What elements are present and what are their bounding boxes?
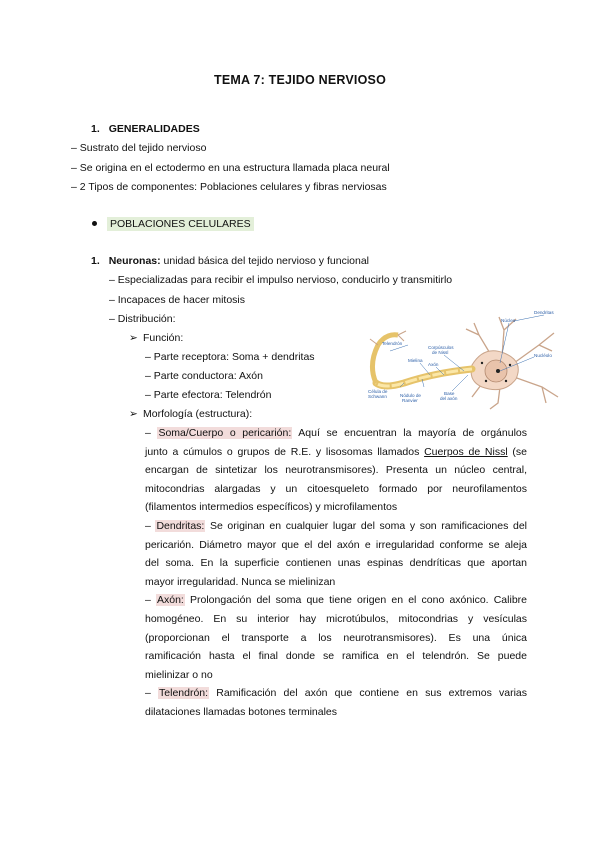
list-item: – Incapaces de hacer mitosis [109,294,245,306]
axon-term: Axón: [157,594,184,607]
label-axon: Axón [428,362,439,367]
morfologia-label: Morfología (estructura): [143,408,253,420]
morfologia-body [145,424,527,722]
neuronas-number: 1. [91,255,100,267]
arrow-bullet-icon: ➢ [129,408,138,420]
label-dendritas: Dendritas [534,310,554,315]
label-corpusculos: Corpúsculos [428,345,454,350]
label-nucleo: Núcleo [501,318,516,323]
highlighted-heading: POBLACIONES CELULARES [107,217,254,231]
paragraph-axon: – Axón: Prolongación del soma que tiene origen en el cono axónico. Calibre homogéneo. En su interior hay microtúbulos, mitocondrias y vesículas (proporcionan el transporte a los neurotransmisores). Es una única ramificación hasta el final donde se ramifica en el telendrón. Se puede mielinizar o no [145,594,527,681]
label-nucleolo: Nucléolo [534,353,552,358]
page-title: TEMA 7: TEJIDO NERVIOSO [214,73,386,87]
funcion-label: Función: [143,332,184,344]
label-mielina: Mielina [408,358,423,363]
dendritas-term: Dendritas: [156,519,205,532]
arrow-bullet-icon: ➢ [129,332,138,344]
label-de-nissl: de Nissl [432,350,449,355]
label-celula-de: Célula de [368,389,388,394]
morfologia-heading [129,407,252,421]
label-ranvier: Ranvier [402,398,418,403]
label-base: Base [444,391,455,396]
list-item: – Se origina en el ectodermo en una estructura llamada placa neural [71,162,390,174]
nissl-link-text: Cuerpos de Nissl [424,445,508,458]
bullet-dot-icon [92,221,97,226]
nucleolus-graphic [496,369,500,373]
paragraph-dendritas: – Dendritas: Se originan en cualquier lugar del soma y son ramificaciones del pericarión. Diámetro mayor que el del axón e irregularidad conforme se aleja del soma. En la superficie contienen unas espinas dendríticas que aportan mayor irregularidad. Nunca se mielinizan [145,519,527,588]
list-item: – Parte efectora: Telendrón [145,389,272,401]
list-item: – Especializadas para recibir el impulso nervioso, conducirlo y transmitirlo [109,274,453,286]
section-heading-generalidades [91,122,200,136]
paragraph-telendron: – Telendrón: Ramificación del axón que contiene en sus extremos varias dilataciones llamadas botones terminales [145,687,528,718]
list-item: – 2 Tipos de componentes: Poblaciones celulares y fibras nerviosas [71,181,387,193]
section-number: 1. [91,123,100,135]
list-item: – Parte conductora: Axón [145,370,263,382]
neuronas-heading [91,254,369,268]
label-schwann: Schwann [368,394,387,399]
telendron-term: Telendrón: [159,687,209,700]
funcion-heading [129,331,183,345]
label-telendron: Telendrón [382,341,403,346]
neuronas-term: Neuronas: [108,255,161,267]
label-del-axon: del axón [440,396,458,401]
list-item: – Distribución: [109,313,176,325]
neuron-diagram [364,305,564,410]
list-item: – Parte receptora: Soma + dendritas [145,351,315,363]
neuronas-definition: unidad básica del tejido nervioso y funcional [160,255,370,267]
section-heading-poblaciones [92,217,254,231]
label-nodulo-de: Nódulo de [400,393,421,398]
list-item: – Sustrato del tejido nervioso [71,142,207,154]
paragraph-soma: – Soma/Cuerpo o pericarión: Aquí se encuentran la mayoría de orgánulos junto a cúmulos o grupos de R.E. y lisosomas llamados Cuerpos de Nissl (se encargan de sintetizar los neurotransmisores). Presenta un núcleo central, mitocondrias alargadas y un citoesqueleto formado por neurofilamentos (filamentos intermedios específicos) y microfilamentos [145,427,527,514]
section-title: GENERALIDADES [108,123,200,135]
soma-term: Soma/Cuerpo o pericarión: [158,427,292,439]
